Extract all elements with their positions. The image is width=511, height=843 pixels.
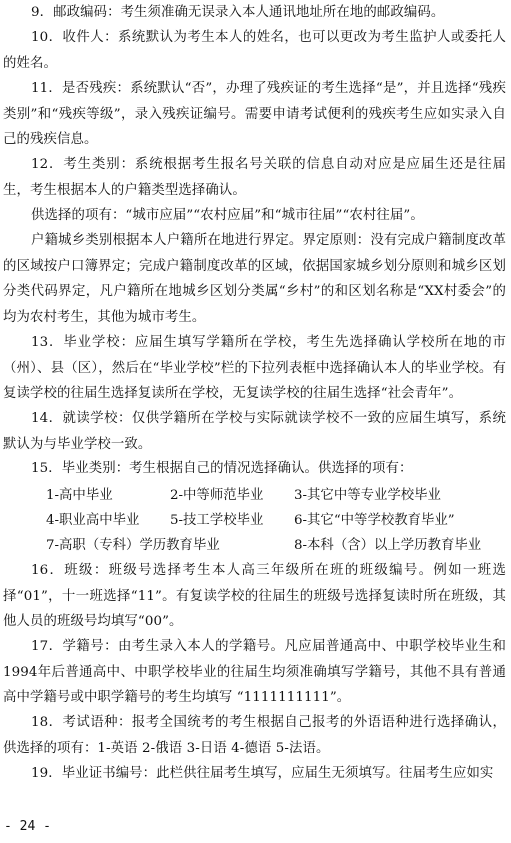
graduation-type-option: 1-高中毕业 [46,488,113,503]
item-15-graduation-type: 15．毕业类别：考生根据自己的情况选择确认。供选择的项有： [31,461,413,476]
item-10-recipient: 10．收件人：系统默认为考生本人的姓名，也可以更改为考生监护人或委托人的姓名。 [3,30,506,71]
graduation-type-option: 7-高职（专科）学历教育毕业 [46,538,220,553]
graduation-type-option: 3-其它中等专业学校毕业 [294,488,441,503]
graduation-type-option: 4-职业高中毕业 [46,513,140,528]
item-12-candidate-category: 12．考生类别：系统根据考生报名号关联的信息自动对应是应届生还是往届生，考生根据本人的户籍类型选择确认。 [3,157,506,198]
graduation-type-option: 6-其它“中等学校教育毕业” [294,513,455,528]
item-12-household-rule: 户籍城乡类别根据本人户籍所在地进行界定。界定原则：没有完成户籍制度改革的区域按户口簿界定；完成户籍制度改革的区域，依据国家城乡划分原则和城乡区划分类代码界定，凡户籍所在地城乡区划分类属“乡村”的和区划名称是“XX村委会”的均为农村考生，其他为城市考生。 [3,233,506,325]
item-12-options: 供选择的项有：“城市应届”“农村应届”和“城市往届”“农村往届”。 [31,208,424,223]
item-16-class: 16．班级：班级号选择考生本人高三年级所在班的班级编号。例如一班选择“01”，十一班选择“11”。有复读学校的往届生的班级号选择复读时所在班级，其他人员的班级号均填写“00”。 [3,563,506,630]
graduation-type-option: 2-中等师范毕业 [170,488,264,503]
item-17-student-id: 17．学籍号：由考生录入本人的学籍号。凡应届普通高中、中职学校毕业生和1994年后普通高中、中职学校毕业的往届生均须准确填写学籍号，其他不具有普通高中学籍号或中职学籍号的考生均填写 “1111111111”。 [3,639,506,706]
item-11-disability: 11．是否残疾：系统默认“否”，办理了残疾证的考生选择“是”，并且选择“残疾类别”和“残疾等级”，录入残疾证编号。需要申请考试便利的残疾考生应如实录入自己的残疾信息。 [3,81,506,148]
item-18-exam-language: 18．考试语种：报考全国统考的考生根据自己报考的外语语种进行选择确认，供选择的项有：1-英语 2-俄语 3-日语 4-德语 5-法语。 [3,715,506,756]
graduation-type-option: 5-技工学校毕业 [170,513,264,528]
page-number: - 24 - [4,819,51,834]
item-9-postal-code: 9．邮政编码：考生须准确无误录入本人通讯地址所在地的邮政编码。 [31,5,445,20]
item-14-attending-school: 14．就读学校：仅供学籍所在学校与实际就读学校不一致的应届生填写，系统默认为与毕业学校一致。 [3,411,506,452]
item-19-diploma-number: 19．毕业证书编号：此栏供往届考生填写，应届生无须填写。往届考生应如实 [31,766,494,781]
item-13-graduating-school: 13．毕业学校：应届生填写学籍所在学校，考生先选择确认学校所在地的市（州）、县（区），然后在“毕业学校”栏的下拉列表框中选择确认本人的毕业学校。有复读学校的往届生选择复读所在学校，无复读学校的往届生选择“社会青年”。 [3,335,506,402]
graduation-type-option: 8-本科（含）以上学历教育毕业 [294,538,482,553]
